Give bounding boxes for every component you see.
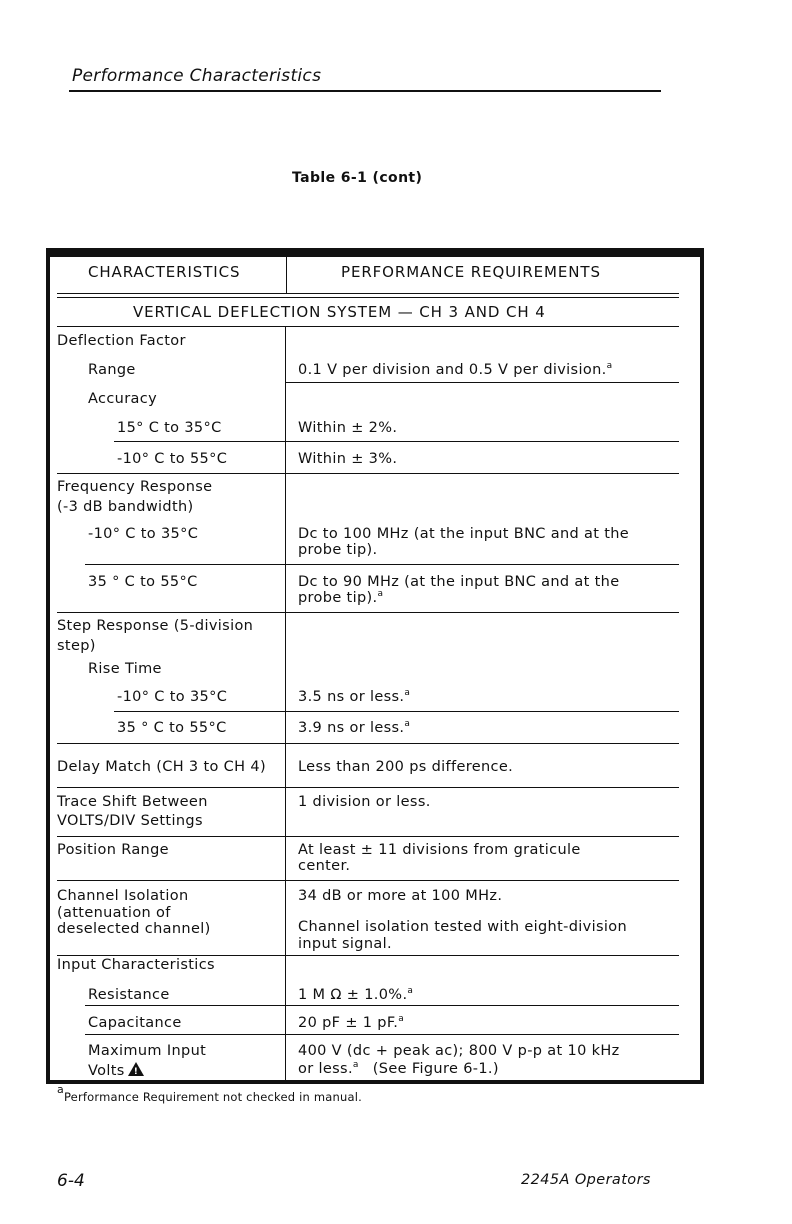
- row-step-response-2: step): [57, 638, 96, 654]
- rule-acc-1: [114, 441, 679, 442]
- row-position-range-label: Position Range: [57, 842, 169, 858]
- row-channel-isolation-value-2: Channel isolation tested with eight-division: [298, 919, 627, 935]
- rule-capacitance: [85, 1034, 679, 1035]
- row-acc-1-value: Within ± 2%.: [298, 420, 398, 436]
- rule-rt-1: [114, 711, 679, 712]
- row-position-range-value-2: center.: [298, 858, 351, 874]
- fr-2-value-text: probe tip).: [298, 590, 378, 606]
- row-position-range-value-1: At least ± 11 divisions from graticule: [298, 842, 581, 858]
- row-delay-match-value: Less than 200 ps difference.: [298, 759, 514, 775]
- warning-triangle-icon: [128, 1062, 144, 1076]
- row-channel-isolation-value-3: input signal.: [298, 936, 392, 952]
- table-caption: Table 6-1 (cont): [292, 170, 423, 186]
- manual-title: 2245A Operators: [521, 1172, 651, 1188]
- row-resistance-label: Resistance: [88, 987, 170, 1003]
- figure-reference: (See Figure 6-1.): [372, 1061, 499, 1077]
- row-channel-isolation-1: Channel Isolation: [57, 888, 189, 904]
- row-channel-isolation-3: deselected channel): [57, 921, 211, 937]
- rule-isolation-end: [57, 955, 679, 956]
- rt-2-value-text: 3.9 ns or less.: [298, 720, 405, 736]
- row-fr-1-value-1: Dc to 100 MHz (at the input BNC and at the: [298, 526, 630, 542]
- rule-deflection-end: [57, 473, 679, 474]
- max-input-volts-text: Volts: [88, 1063, 125, 1079]
- row-acc-2-value: Within ± 3%.: [298, 451, 398, 467]
- rule-freq-end: [57, 612, 679, 613]
- row-input-characteristics: Input Characteristics: [57, 957, 215, 973]
- resistance-value-text: 1 M Ω ± 1.0%.: [298, 987, 408, 1003]
- row-fr-2-label: 35 ° C to 55°C: [88, 574, 198, 590]
- row-fr-2-value-1: Dc to 90 MHz (at the input BNC and at the: [298, 574, 620, 590]
- row-freq-response-1: Frequency Response: [57, 479, 213, 495]
- page-number: 6-4: [57, 1171, 85, 1191]
- row-step-response-1: Step Response (5-division: [57, 618, 254, 634]
- row-acc-2-label: -10° C to 55°C: [117, 451, 228, 467]
- row-delay-match-label: Delay Match (CH 3 to CH 4): [57, 759, 266, 775]
- rule-range: [286, 382, 679, 383]
- row-acc-1-label: 15° C to 35°C: [117, 420, 222, 436]
- row-deflection-factor: Deflection Factor: [57, 333, 186, 349]
- max-input-value-text: or less.: [298, 1061, 353, 1077]
- row-capacitance-label: Capacitance: [88, 1015, 182, 1031]
- row-max-input-value-2: [298, 1061, 499, 1078]
- row-trace-shift-value: 1 division or less.: [298, 794, 431, 810]
- row-fr-1-value-2: probe tip).: [298, 542, 378, 558]
- row-range-value: [298, 362, 612, 379]
- header-rule: [69, 90, 661, 92]
- rule-fr-1: [85, 564, 679, 565]
- section-title: VERTICAL DEFLECTION SYSTEM — CH 3 AND CH 4: [133, 303, 546, 321]
- row-trace-shift-1: Trace Shift Between: [57, 794, 208, 810]
- column-divider-body: [285, 326, 286, 1080]
- footnote-marker: a: [398, 1014, 405, 1024]
- rule-delay-end: [57, 787, 679, 788]
- row-accuracy-label: Accuracy: [88, 391, 157, 407]
- row-resistance-value: [298, 987, 413, 1004]
- row-trace-shift-2: VOLTS/DIV Settings: [57, 813, 203, 829]
- row-freq-response-2: (-3 dB bandwidth): [57, 499, 194, 515]
- range-value-text: 0.1 V per division and 0.5 V per division.: [298, 362, 607, 378]
- footnote-marker: a: [606, 361, 613, 371]
- footnote-marker: a: [404, 688, 411, 698]
- row-rt-2-label: 35 ° C to 55°C: [117, 720, 227, 736]
- row-capacitance-value: [298, 1015, 404, 1032]
- row-rt-2-value: [298, 720, 410, 737]
- row-channel-isolation-value-1: 34 dB or more at 100 MHz.: [298, 888, 503, 904]
- rt-1-value-text: 3.5 ns or less.: [298, 689, 405, 705]
- col-header-performance: PERFORMANCE REQUIREMENTS: [341, 263, 601, 281]
- running-header-title: Performance Characteristics: [72, 66, 322, 86]
- footnote-marker: a: [352, 1060, 359, 1070]
- rule-section: [57, 326, 679, 327]
- footnote-text: Performance Requirement not checked in manual.: [63, 1090, 362, 1104]
- footnote-marker: a: [404, 719, 411, 729]
- rule-header-2: [57, 297, 679, 298]
- rule-header-1: [57, 293, 679, 294]
- row-max-input-2: [88, 1061, 144, 1080]
- row-max-input-value-1: 400 V (dc + peak ac); 800 V p-p at 10 kHz: [298, 1043, 620, 1059]
- rule-step-end: [57, 743, 679, 744]
- capacitance-value-text: 20 pF ± 1 pF.: [298, 1015, 399, 1031]
- table-footnote: [57, 1083, 362, 1104]
- row-channel-isolation-2: (attenuation of: [57, 905, 171, 921]
- row-rt-1-value: [298, 689, 410, 706]
- col-header-characteristics: CHARACTERISTICS: [88, 263, 241, 281]
- footnote-marker: a: [407, 986, 414, 996]
- row-fr-2-value-2: [298, 590, 383, 607]
- column-divider-header: [286, 257, 287, 293]
- footnote-marker: a: [57, 1083, 64, 1096]
- rule-position-end: [57, 880, 679, 881]
- rule-trace-end: [57, 836, 679, 837]
- rule-resistance: [85, 1005, 679, 1006]
- row-rise-time: Rise Time: [88, 661, 162, 677]
- row-fr-1-label: -10° C to 35°C: [88, 526, 199, 542]
- footnote-marker: a: [377, 589, 384, 599]
- row-range-label: Range: [88, 362, 136, 378]
- row-rt-1-label: -10° C to 35°C: [117, 689, 228, 705]
- row-max-input-1: Maximum Input: [88, 1043, 207, 1059]
